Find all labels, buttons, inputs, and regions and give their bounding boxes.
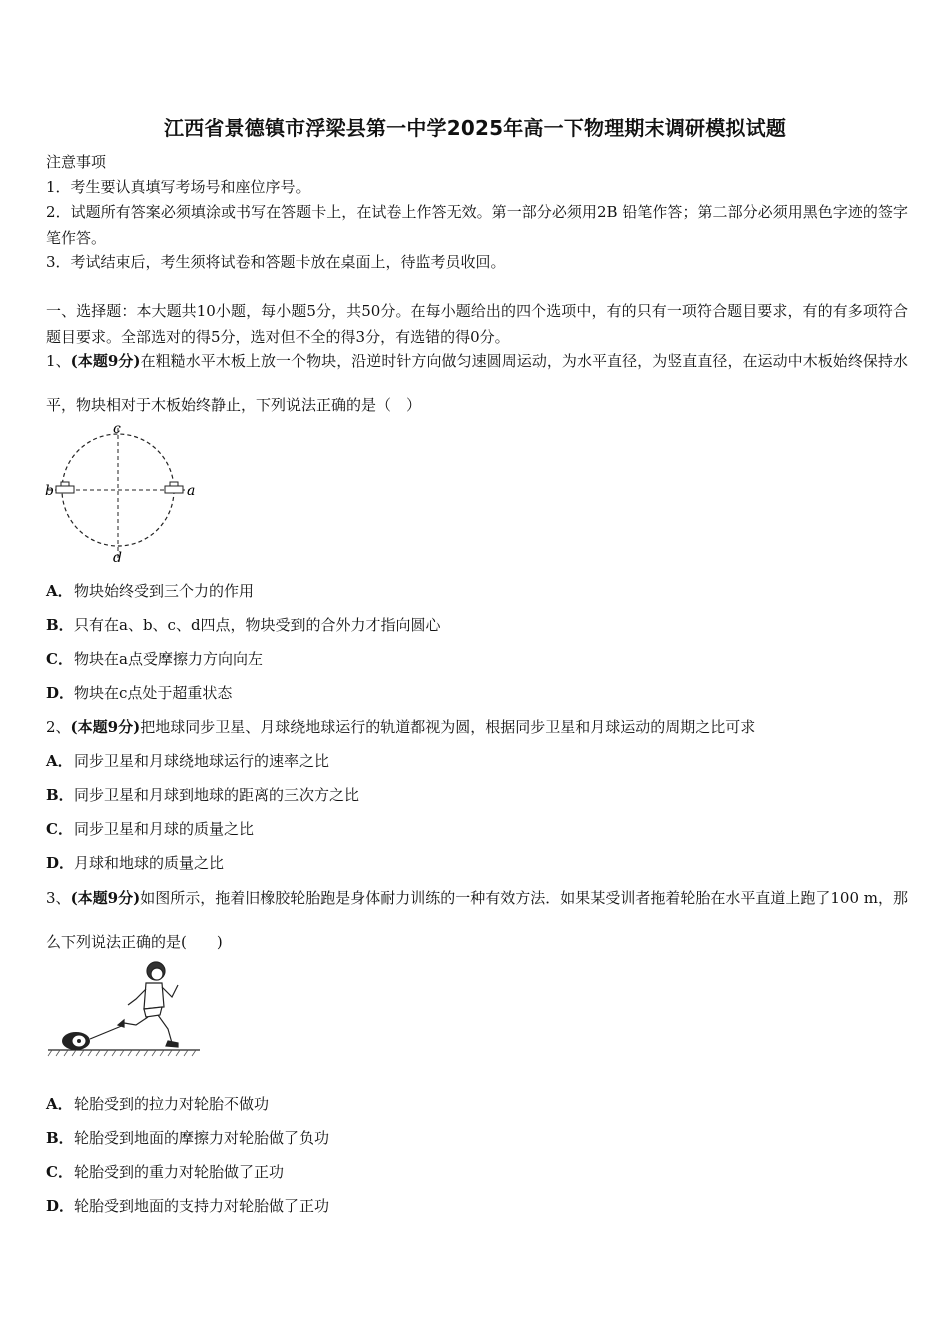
ground-hatching [48, 1050, 196, 1056]
question-tag: (本题9分) [70, 889, 141, 907]
runner [118, 962, 178, 1047]
q1-option-c: C．物块在a点受摩擦力方向向左 [46, 650, 263, 668]
question-1-stem [46, 339, 908, 427]
q3-option-b: B．轮胎受到地面的摩擦力对轮胎做了负功 [46, 1129, 330, 1147]
block-at-b [56, 482, 74, 493]
rope [90, 1025, 124, 1039]
question-text: 如图所示，拖着旧橡胶轮胎跑是身体耐力训练的一种有效方法．如果某受训者拖着轮胎在水平直道上跑了100 m，那么下列说法正确的是( ) [46, 889, 908, 951]
label-d: d [113, 550, 122, 566]
question-text: 把地球同步卫星、月球绕地球运行的轨道都视为圆，根据同步卫星和月球运动的周期之比可求 [140, 718, 756, 736]
question-2-stem [46, 716, 906, 738]
tire-dragging-figure [44, 955, 204, 1061]
question-number: 1、 [46, 352, 71, 370]
question-tag: (本题9分) [70, 352, 141, 370]
circle-motion-figure [40, 420, 210, 568]
question-3-stem [46, 876, 908, 964]
notice-item-1: 1．考生要认真填写考场号和座位序号。 [46, 178, 311, 196]
question-text: 在粗糙水平木板上放一个物块，沿逆时针方向做匀速圆周运动，为水平直径，为竖直直径，在运动中木板始终保持水平，物块相对于木板始终静止，下列说法正确的是（ ） [46, 352, 908, 414]
tire [62, 1032, 90, 1050]
q3-option-a: A．轮胎受到的拉力对轮胎不做功 [46, 1095, 270, 1113]
notice-heading: 注意事项 [46, 153, 107, 171]
q1-option-b: B．只有在a、b、c、d四点，物块受到的合外力才指向圆心 [46, 616, 441, 634]
q2-option-b: B．同步卫星和月球到地球的距离的三次方之比 [46, 786, 360, 804]
q1-option-a: A．物块始终受到三个力的作用 [46, 582, 255, 600]
label-a: a [187, 483, 196, 499]
section-intro: 一、选择题：本大题共10小题，每小题5分，共50分。在每小题给出的四个选项中，有的只有一项符合题目要求，有的有多项符合题目要求。全部选对的得5分，选对但不全的得3分，有选错的得0分。 [46, 302, 908, 346]
q3-option-d: D．轮胎受到地面的支持力对轮胎做了正功 [46, 1197, 330, 1215]
question-tag: (本题9分) [70, 718, 141, 736]
q2-option-a: A．同步卫星和月球绕地球运行的速率之比 [46, 752, 330, 770]
question-number: 2、 [46, 718, 71, 736]
q3-option-c: C．轮胎受到的重力对轮胎做了正功 [46, 1163, 285, 1181]
q1-option-d: D．物块在c点处于超重状态 [46, 684, 233, 702]
label-c: c [113, 421, 121, 437]
question-number: 3、 [46, 889, 71, 907]
notice-item-2: 2．试题所有答案必须填涂或书写在答题卡上，在试卷上作答无效。第一部分必须用2B 铅笔作答；第二部分必须用黑色字迹的签字笔作答。 [46, 203, 908, 247]
q2-option-d: D．月球和地球的质量之比 [46, 854, 225, 872]
label-b: b [45, 483, 54, 499]
notice-item-3: 3．考试结束后，考生须将试卷和答题卡放在桌面上，待监考员收回。 [46, 253, 506, 271]
page-title: 江西省景德镇市浮梁县第一中学2025年高一下物理期末调研模拟试题 [163, 116, 787, 140]
block-at-a [165, 482, 183, 493]
q2-option-c: C．同步卫星和月球的质量之比 [46, 820, 255, 838]
